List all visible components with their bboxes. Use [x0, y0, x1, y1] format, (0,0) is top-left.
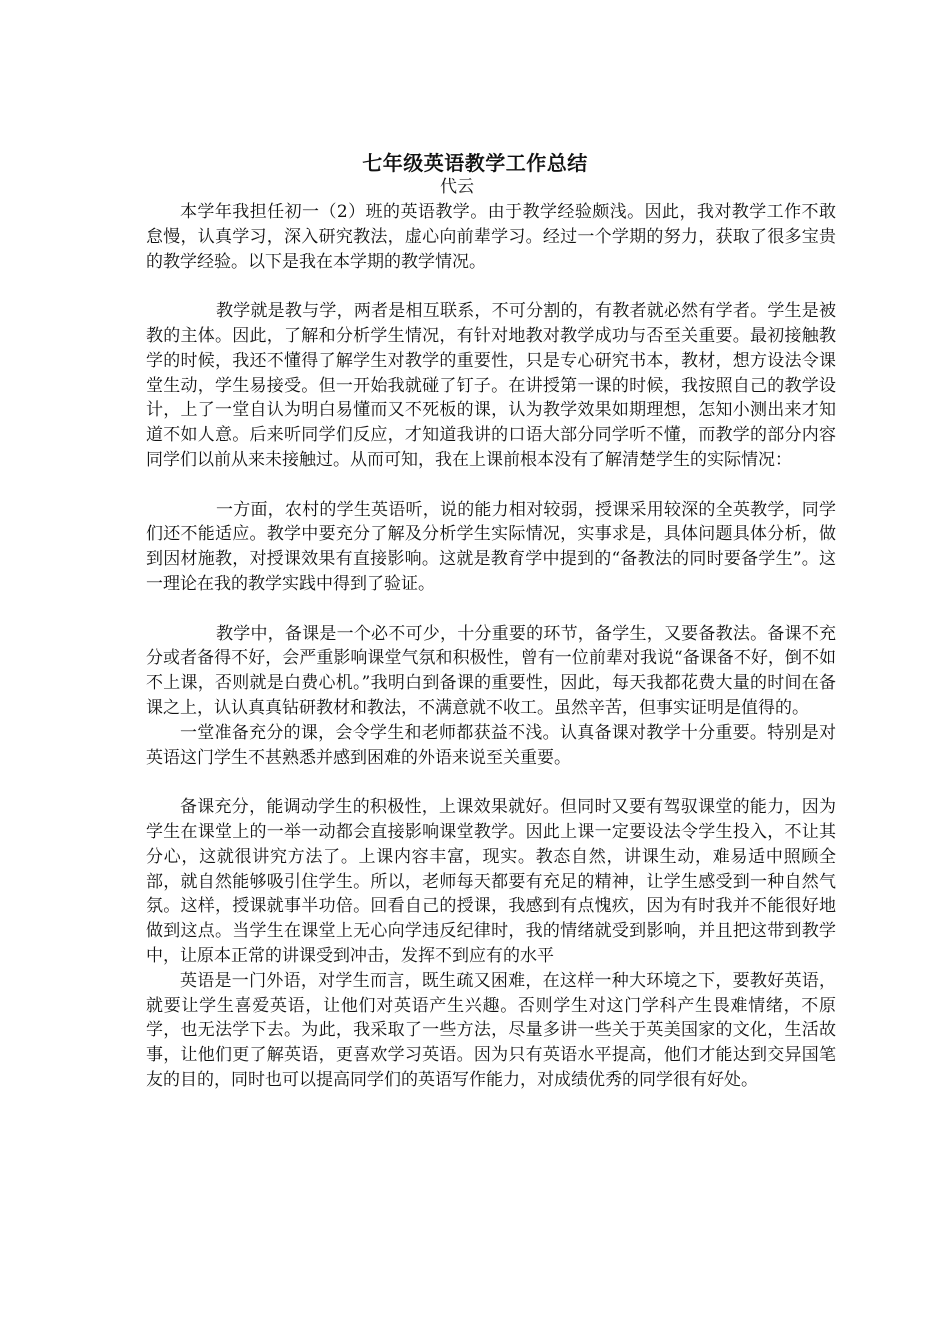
paragraph-gap	[146, 597, 836, 622]
paragraph-gap	[146, 274, 836, 299]
paragraph-english-interest: 英语是一门外语，对学生而言，既生疏又困难，在这样一种大环境之下，要教好英语，就要让学生喜爱英语，让他们对英语产生兴趣。否则学生对这门学科产生畏难情绪，不原学，也无法学下去。为此，我采取了一些方法，尽量多讲一些关于英美国家的文化，生活故事，让他们更了解英语，更喜欢学习英语。因为只有英语水平提高，他们才能达到交异国笔友的目的，同时也可以提高同学们的英语写作能力，对成绩优秀的同学很有好处。	[146, 970, 836, 1090]
paragraph-gap	[146, 770, 836, 795]
paragraph-well-prepared-lesson: 一堂准备充分的课，会令学生和老师都获益不浅。认真备课对教学十分重要。特别是对英语这门学生不甚熟悉并感到困难的外语来说至关重要。	[146, 722, 836, 768]
paragraph-rural-students: 一方面，农村的学生英语听，说的能力相对较弱，授课采用较深的全英教学，同学们还不能适应。教学中要充分了解及分析学生实际情况，实事求是，具体问题具体分析，做到因材施教，对授课效果有直接影响。这就是教育学中提到的“备教法的同时要备学生”。这一理论在我的教学实践中得到了验证。	[146, 499, 836, 594]
document-title: 七年级英语教学工作总结	[362, 151, 588, 175]
paragraph-classroom-control: 备课充分，能调动学生的积极性，上课效果就好。但同时又要有驾驭课堂的能力，因为学生在课堂上的一举一动都会直接影响课堂教学。因此上课一定要设法令学生投入，不让其分心，这就很讲究方法了。上课内容丰富，现实。教态自然，讲课生动，难易适中照顾全部，就自然能够吸引住学生。所以，老师每天都要有充足的精神，让学生感受到一种自然气氛。这样，授课就事半功倍。回看自己的授课，我感到有点愧疚，因为有时我并不能很好地做到这点。当学生在课堂上无心向学违反纪律时，我的情绪就受到影响，并且把这带到教学中，让原本正常的讲课受到冲击，发挥不到应有的水平	[146, 797, 836, 966]
paragraph-teaching-learning: 教学就是教与学，两者是相互联系，不可分割的，有教者就必然有学者。学生是被教的主体。因此，了解和分析学生情况，有针对地教对教学成功与否至关重要。最初接触教学的时候，我还不懂得了解学生对教学的重要性，只是专心研究书本，教材，想方设法令课堂生动，学生易接受。但一开始我就碰了钉子。在讲授第一课的时候，我按照自己的教学设计，上了一堂自认为明白易懂而又不死板的课，认为教学效果如期理想，怎知小测出来才知道不如人意。后来听同学们反应，才知道我讲的口语大部分同学听不懂，而教学的部分内容同学们以前从来未接触过。从而可知，我在上课前根本没有了解清楚学生的实际情况：	[146, 301, 836, 470]
document-author: 代云	[440, 177, 474, 197]
document-body	[146, 200, 836, 1093]
paragraph-lesson-prep: 教学中，备课是一个必不可少，十分重要的环节，备学生，又要备教法。备课不充分或者备得不好，会严重影响课堂气氛和积极性，曾有一位前辈对我说“备课备不好，倒不如不上课，否则就是白费心机。”我明白到备课的重要性，因此，每天我都花费大量的时间在备课之上，认认真真钻研教材和教法，不满意就不收工。虽然辛苦，但事实证明是值得的。	[146, 623, 836, 718]
paragraph-intro: 本学年我担任初一（2）班的英语教学。由于教学经验颇浅。因此，我对教学工作不敢怠慢，认真学习，深入研究教法，虚心向前辈学习。经过一个学期的努力，获取了很多宝贵的教学经验。以下是我在本学期的教学情况。	[146, 202, 836, 272]
paragraph-gap	[146, 473, 836, 498]
